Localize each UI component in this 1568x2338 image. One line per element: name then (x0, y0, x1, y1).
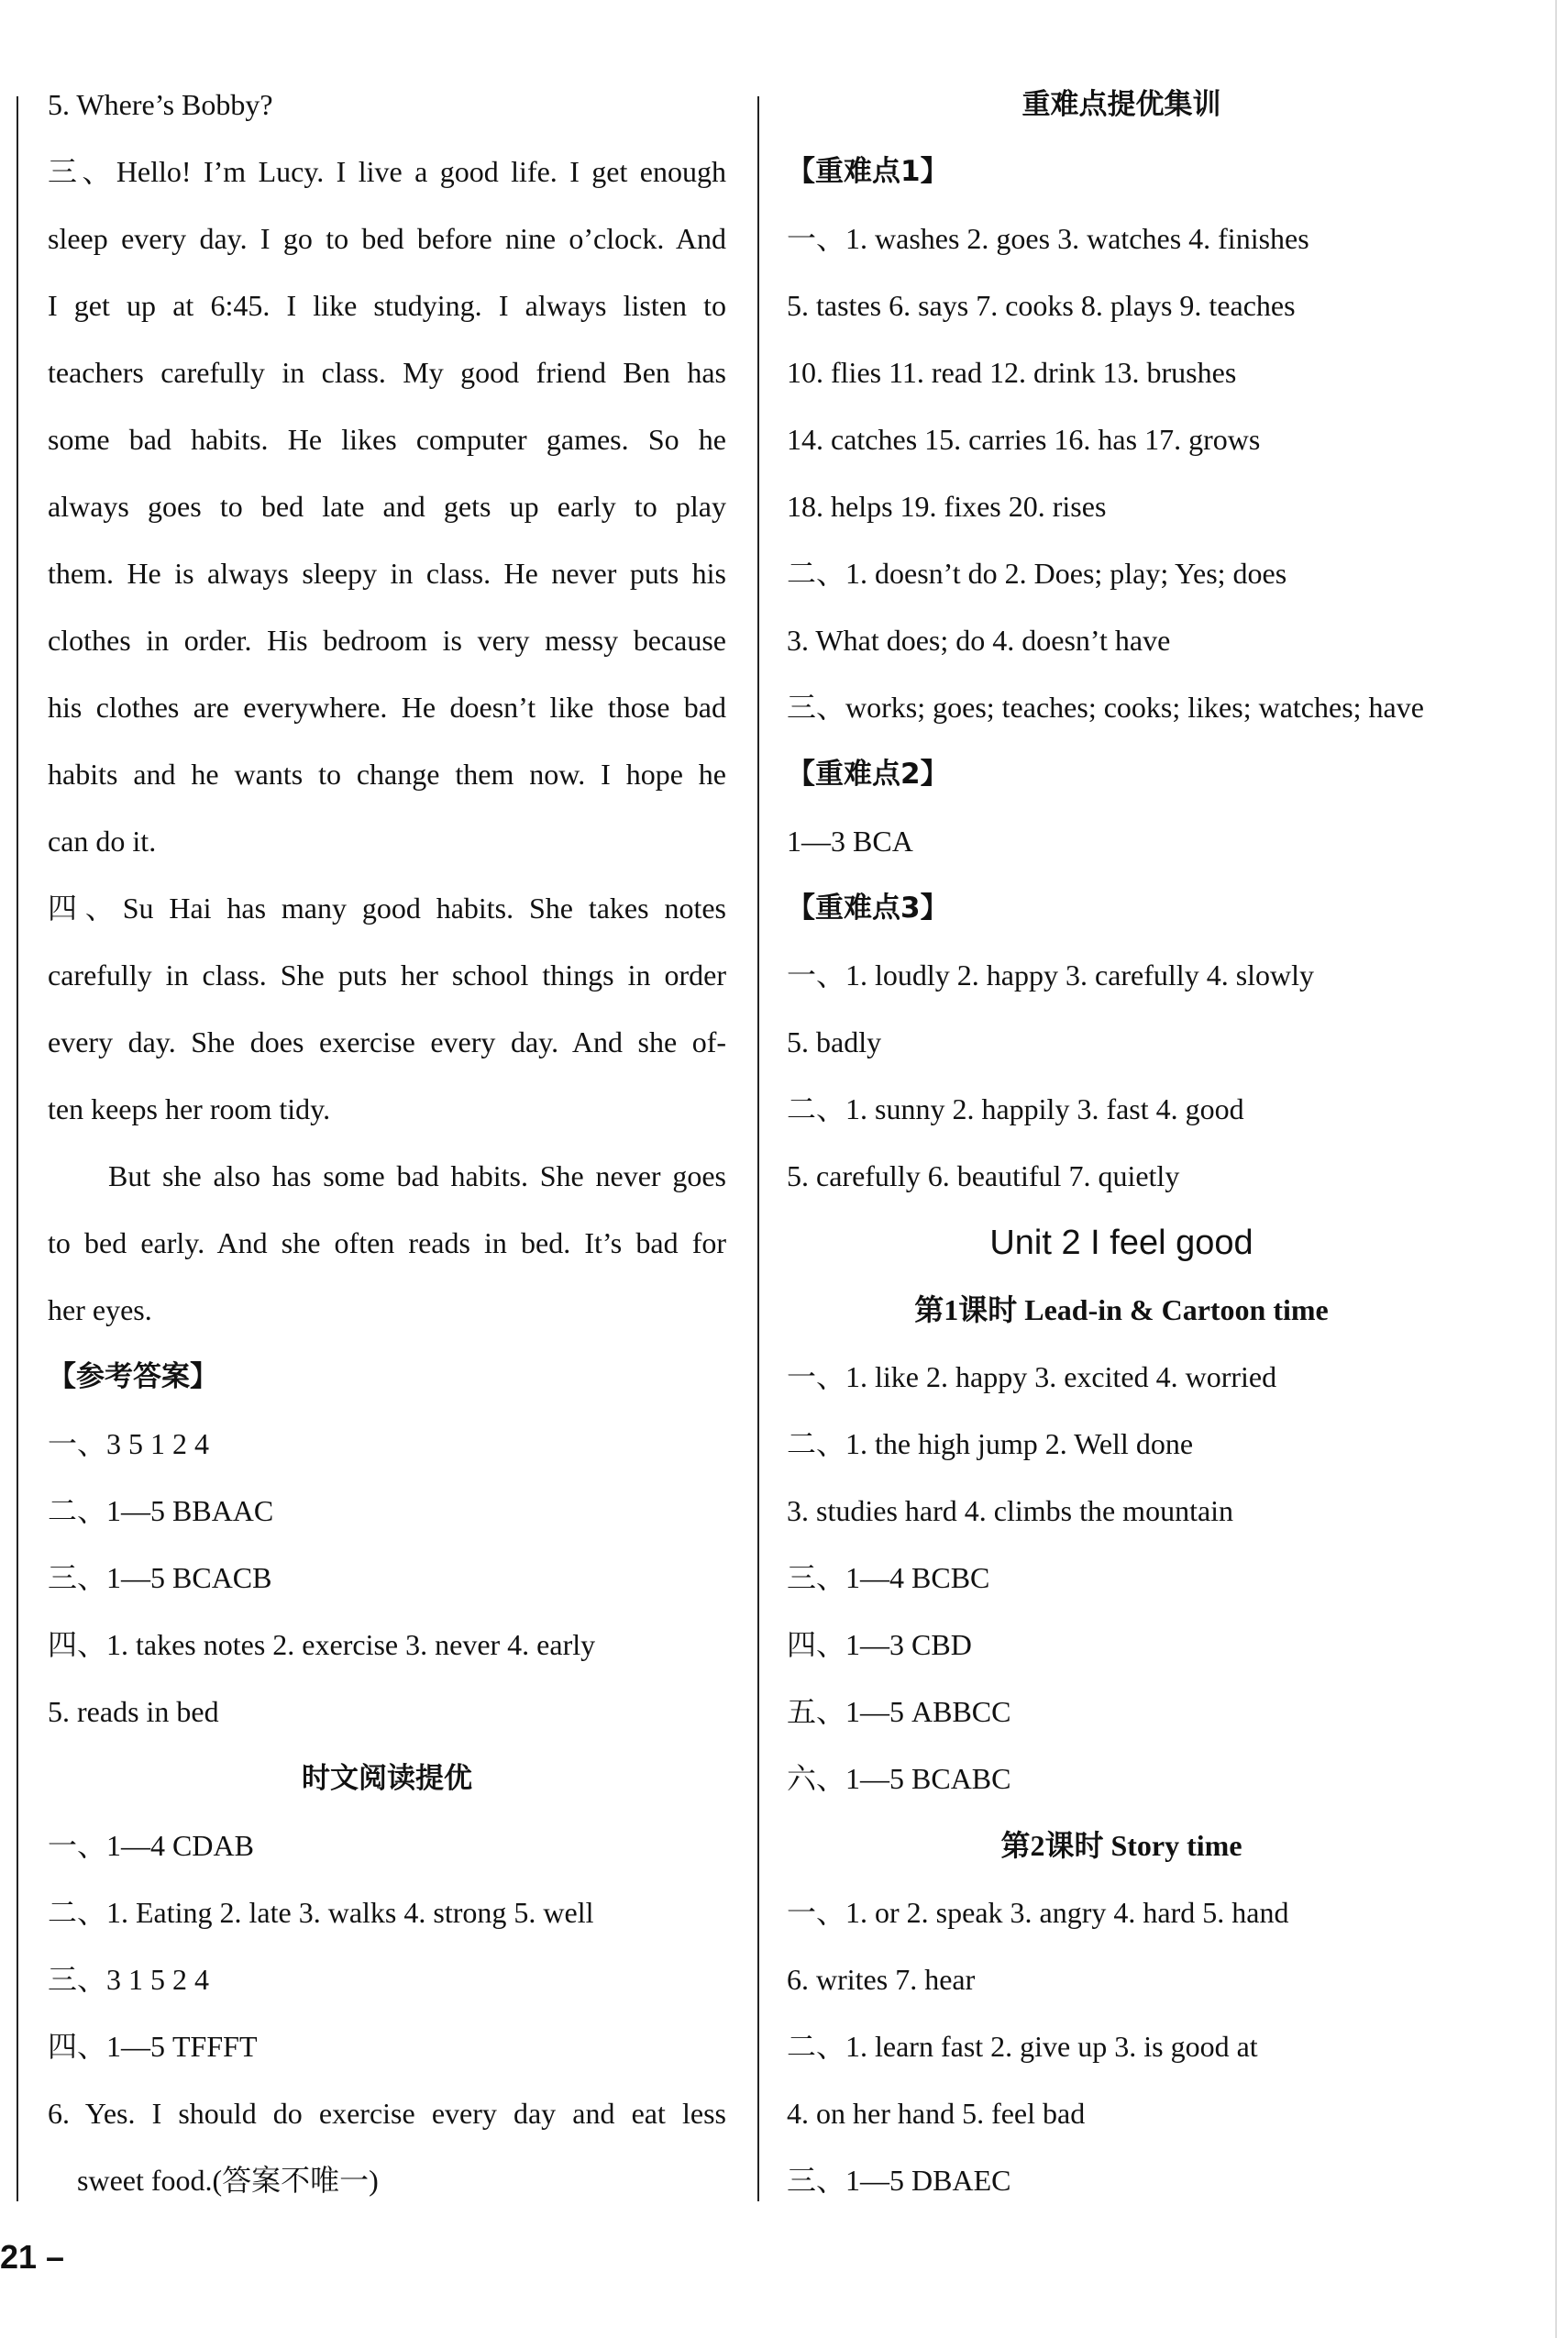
left-column (48, 72, 726, 2214)
text-line: 三、1—5 BCACB (48, 1561, 272, 1594)
section-heading: 重难点提优集训 (1021, 88, 1221, 121)
text-line: I get up at 6:45. I like studying. I always listen to (48, 289, 726, 322)
text-line: teachers carefully in class. My good friend Ben has (48, 356, 726, 389)
text-line: 一、1. loudly 2. happy 3. carefully 4. slowly (787, 958, 1315, 992)
text-line: 四、1—3 CBD (787, 1628, 972, 1661)
text-line: some bad habits. He likes computer games. So he (48, 423, 726, 456)
text-line: 二、1. Eating 2. late 3. walks 4. strong 5. well (48, 1896, 594, 1929)
text-line: habits and he wants to change them now. I hope he (48, 758, 726, 791)
unit-title: Unit 2 I feel good (989, 1224, 1253, 1262)
text-line: 六、1—5 BCABC (787, 1762, 1011, 1795)
text-line: sweet food.(答案不唯一) (77, 2164, 379, 2197)
text-line: 6. writes 7. hear (787, 1963, 976, 1996)
text-line: ten keeps her room tidy. (48, 1092, 331, 1125)
text-line: 二、1. the high jump 2. Well done (787, 1427, 1194, 1460)
text-line: But she also has some bad habits. She never goes (108, 1159, 726, 1192)
subsection-heading: 【重难点3】 (787, 892, 949, 925)
text-line: clothes in order. His bedroom is very messy because (48, 624, 726, 657)
text-line: 三、1—4 BCBC (787, 1561, 990, 1594)
text-line: 5. tastes 6. says 7. cooks 8. plays 9. teaches (787, 289, 1296, 322)
text-line: 6. Yes. I should do exercise every day and eat less (48, 2097, 726, 2130)
subsection-heading: 【参考答案】 (48, 1360, 218, 1393)
text-line: 二、1. learn fast 2. give up 3. is good at (787, 2030, 1258, 2063)
text-line: 三、Hello! I’m Lucy. I live a good life. I get enough (48, 155, 726, 188)
text-line: 14. catches 15. carries 16. has 17. grows (787, 423, 1261, 456)
text-line: to bed early. And she often reads in bed. It’s bad for (48, 1226, 726, 1259)
page-edge (1555, 0, 1557, 2338)
lesson-heading: 第2课时 Story time (1000, 1829, 1242, 1862)
text-line: them. He is always sleepy in class. He never puts his (48, 557, 726, 590)
text-line: 3. What does; do 4. doesn’t have (787, 624, 1171, 657)
text-line: 一、1—4 CDAB (48, 1829, 254, 1862)
text-line: 四、1. takes notes 2. exercise 3. never 4. early (48, 1628, 596, 1661)
text-line: 三、1—5 DBAEC (787, 2164, 1011, 2197)
text-line: always goes to bed late and gets up early to play (48, 490, 726, 523)
text-line: 18. helps 19. fixes 20. rises (787, 490, 1107, 523)
left-margin-rule (17, 96, 18, 2201)
text-line: 一、1. like 2. happy 3. excited 4. worried (787, 1360, 1277, 1393)
text-line: 三、works; goes; teaches; cooks; likes; watches; have (787, 691, 1424, 724)
text-line: 一、1. washes 2. goes 3. watches 4. finishes (787, 222, 1309, 255)
text-line: 一、1. or 2. speak 3. angry 4. hard 5. hand (787, 1896, 1289, 1929)
text-line: 5. carefully 6. beautiful 7. quietly (787, 1159, 1180, 1192)
text-line: 二、1. sunny 2. happily 3. fast 4. good (787, 1092, 1244, 1125)
text-line: carefully in class. She puts her school things in order (48, 958, 726, 992)
text-line: 1—3 BCA (787, 825, 913, 858)
subsection-heading: 【重难点1】 (787, 155, 949, 188)
page-number: 21 – (0, 2238, 65, 2276)
text-line: sleep every day. I go to bed before nine o’clock. And (48, 222, 726, 255)
text-line: 五、1—5 ABBCC (787, 1695, 1011, 1728)
text-line: 4. on her hand 5. feel bad (787, 2097, 1086, 2130)
subsection-heading: 【重难点2】 (787, 758, 949, 791)
column-divider (757, 96, 759, 2201)
text-line: her eyes. (48, 1293, 152, 1326)
text-line: 5. reads in bed (48, 1695, 219, 1728)
text-line: his clothes are everywhere. He doesn’t like those bad (48, 691, 726, 724)
text-line: 四、Su Hai has many good habits. She takes notes (48, 892, 726, 925)
section-heading: 时文阅读提优 (302, 1762, 472, 1795)
text-line: every day. She does exercise every day. And she of- (48, 1025, 726, 1058)
text-line: 5. badly (787, 1025, 882, 1058)
text-line: 10. flies 11. read 12. drink 13. brushes (787, 356, 1237, 389)
right-column (787, 72, 1456, 2214)
text-line: 5. Where’s Bobby? (48, 88, 273, 121)
text-line: can do it. (48, 825, 157, 858)
text-line: 三、3 1 5 2 4 (48, 1963, 210, 1996)
text-line: 二、1—5 BBAAC (48, 1494, 274, 1527)
text-line: 四、1—5 TFFFT (48, 2030, 258, 2063)
lesson-heading: 第1课时 Lead-in & Cartoon time (914, 1293, 1329, 1326)
text-line: 3. studies hard 4. climbs the mountain (787, 1494, 1234, 1527)
text-line: 二、1. doesn’t do 2. Does; play; Yes; does (787, 557, 1287, 590)
text-line: 一、3 5 1 2 4 (48, 1427, 210, 1460)
